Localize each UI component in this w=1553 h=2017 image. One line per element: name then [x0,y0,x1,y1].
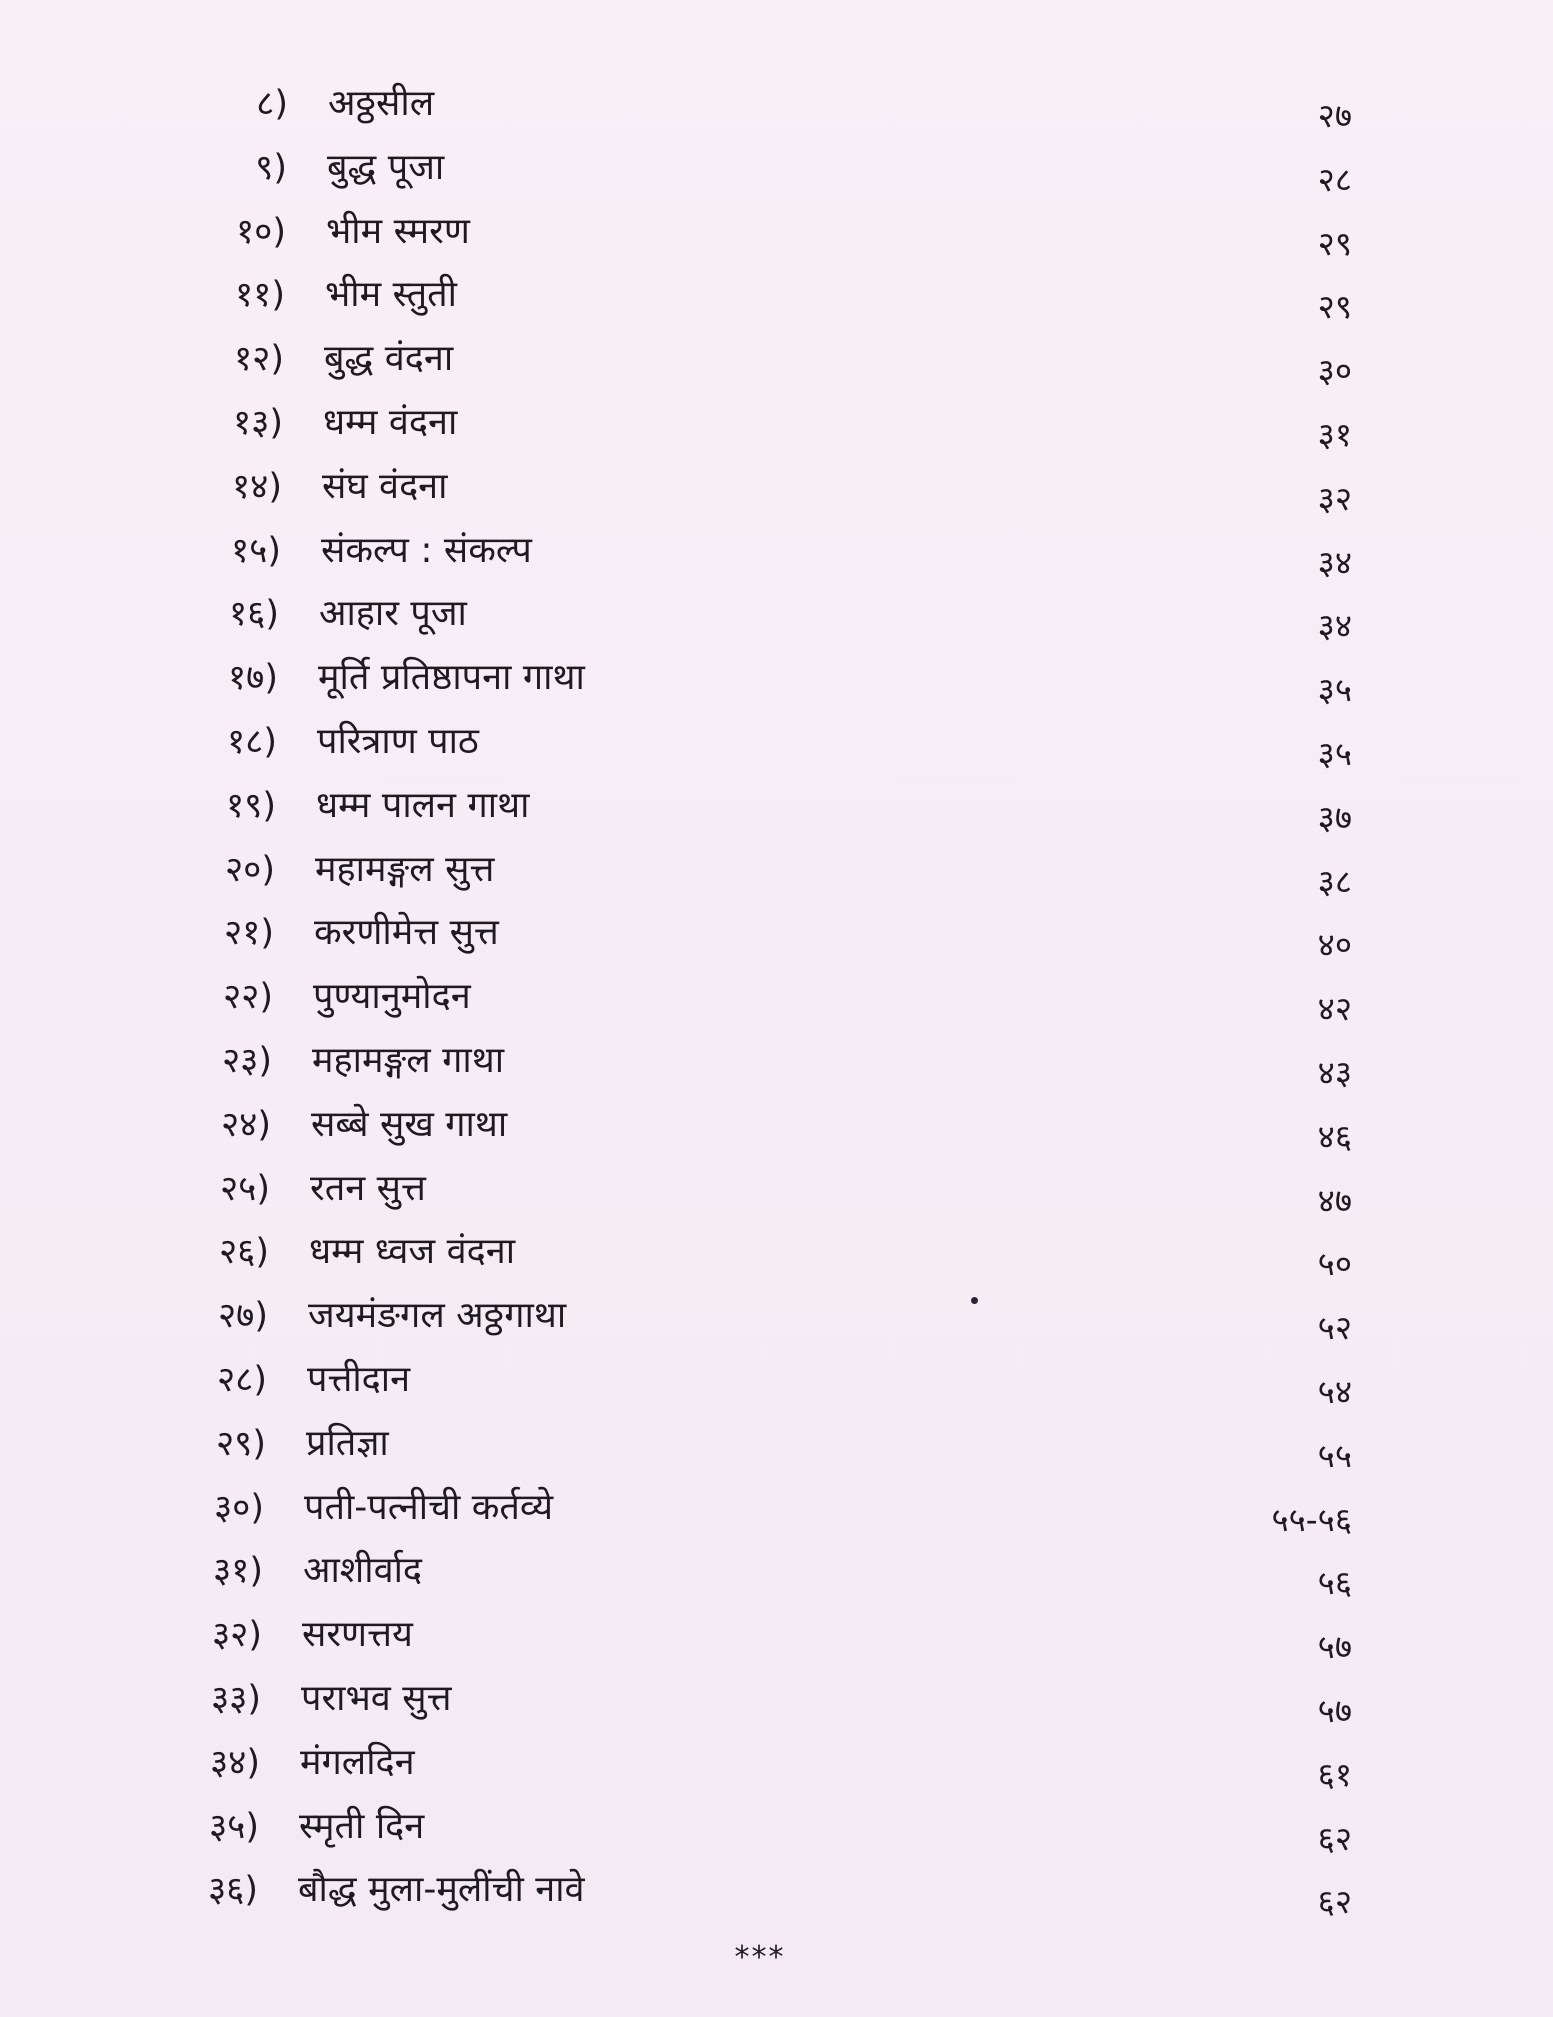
entry-number: १६) [228,594,279,635]
entry-page-number: ६२ [1317,1818,1352,1858]
toc-entry [0,1737,1553,1801]
entry-page-number: २८ [1317,159,1352,199]
entry-page-number: ५६ [1317,1563,1352,1603]
entry-page-number: ३० [1317,351,1352,391]
entry-number: ९) [255,147,287,188]
entry-page-number: ६२ [1317,1882,1352,1922]
entry-number: ३५) [208,1806,259,1847]
toc-entry [0,397,1553,461]
toc-entry [0,525,1553,589]
entry-page-number: ४६ [1317,1116,1352,1156]
toc-entry [0,907,1553,971]
toc-entry [0,588,1553,652]
entry-number: ३१) [212,1551,263,1592]
entry-page-number: २९ [1317,223,1352,263]
entry-number: १४) [231,466,282,507]
entry-number: २८) [216,1359,267,1400]
entry-number: ३०) [213,1487,264,1528]
ink-dot [971,1297,978,1304]
footer-asterisks: *** [734,1940,786,1975]
entry-page-number: ३४ [1317,606,1352,646]
entry-number: १९) [225,785,276,826]
entry-title: महामङ्गल सुत्त [315,848,495,890]
toc-entry [0,1609,1553,1673]
entry-page-number: ५५ [1317,1435,1352,1475]
entry-title: प्रतिज्ञा [306,1422,389,1464]
entry-title: सब्बे सुख गाथा [311,1103,508,1145]
entry-page-number: २९ [1317,287,1352,327]
entry-title: पती-पत्नीची कर्तव्ये [304,1486,554,1528]
entry-page-number: ५२ [1317,1308,1352,1348]
entry-page-number: ४३ [1317,1052,1352,1092]
toc-entry [0,1226,1553,1290]
toc-entry [0,1099,1553,1163]
entry-number: १२) [233,339,284,380]
entry-title: पत्तीदान [307,1358,411,1400]
toc-entry [0,142,1553,206]
entry-page-number: ३५ [1317,733,1352,773]
entry-number: २२) [222,977,273,1018]
entry-number: १८) [226,721,277,762]
entry-title: जयमंङगल अठ्ठगाथा [308,1295,567,1337]
entry-title: धम्म वंदना [323,401,458,443]
entry-number: २३) [221,1040,272,1081]
toc-entry [0,716,1553,780]
entry-number: ३४) [209,1742,260,1783]
toc-entry [0,461,1553,525]
toc-entry [0,1290,1553,1354]
entry-title: संकल्प : संकल्प [321,529,532,571]
toc-entry [0,1418,1553,1482]
entry-title: मूर्ति प्रतिष्ठापना गाथा [318,657,585,699]
entry-title: अठ्ठसील [328,83,435,124]
entry-page-number: ४२ [1317,989,1352,1029]
entry-number: २१) [223,913,274,954]
entry-title: पुण्यानुमोदन [313,976,471,1018]
toc-entry [0,1545,1553,1609]
toc-entry [0,333,1553,397]
entry-title: बुद्ध वंदना [324,338,454,380]
entry-number: २७) [217,1296,268,1337]
entry-number: १३) [232,402,283,443]
entry-title: सरणत्तय [302,1614,413,1656]
entry-number: २०) [224,849,275,890]
entry-page-number: ३८ [1317,861,1352,901]
entry-page-number: ४० [1317,925,1352,965]
entry-page-number: २७ [1317,96,1352,135]
entry-number: ८) [256,84,288,124]
entry-number: १०) [235,211,286,252]
entry-title: बुद्ध पूजा [327,146,445,188]
toc-entry [0,652,1553,716]
table-of-contents [0,78,1553,1928]
toc-entry [0,1163,1553,1227]
entry-title: आहार पूजा [319,593,467,635]
entry-page-number: ५५-५६ [1271,1499,1352,1539]
entry-number: ३६) [207,1870,258,1911]
entry-title: भीम स्तुती [325,274,457,316]
entry-page-number: ३५ [1317,670,1352,710]
toc-entry [0,1354,1553,1418]
entry-title: स्मृती दिन [299,1805,425,1847]
entry-title: भीम स्मरण [326,210,470,252]
toc-entry [0,1482,1553,1546]
toc-entry [0,971,1553,1035]
entry-title: रतन सुत्त [310,1167,426,1209]
entry-number: ३३) [210,1678,261,1719]
entry-page-number: ३२ [1317,478,1352,518]
entry-page-number: ३७ [1317,797,1352,837]
entry-title: पराभव सुत्त [301,1677,452,1719]
toc-entry [0,78,1553,142]
toc-entry [0,1035,1553,1099]
entry-page-number: ३४ [1317,542,1352,582]
toc-entry [0,269,1553,333]
toc-entry [0,206,1553,270]
entry-title: बौद्ध मुला-मुलींची नावे [298,1869,585,1911]
entry-number: २४) [220,1104,271,1145]
toc-entry [0,844,1553,908]
entry-number: ११) [234,275,285,316]
entry-page-number: ४७ [1317,1180,1352,1220]
entry-title: मंगलदिन [300,1741,415,1783]
entry-number: १५) [230,530,281,571]
entry-page-number: ३१ [1317,414,1352,454]
toc-entry [0,1673,1553,1737]
toc-entry [0,1801,1553,1865]
entry-number: २६) [218,1232,269,1273]
entry-title: परित्राण पाठ [317,720,479,762]
entry-number: २९) [215,1423,266,1464]
entry-title: आशीर्वाद [303,1550,423,1592]
entry-title: महामङ्गल गाथा [312,1039,505,1081]
entry-number: १७) [227,658,278,699]
entry-title: करणीमेत्त सुत्त [314,912,499,954]
entry-number: २५) [219,1168,270,1209]
toc-entry [0,780,1553,844]
entry-number: ३२) [211,1615,262,1656]
toc-entry [0,1864,1553,1928]
entry-title: धम्म ध्वज वंदना [309,1231,516,1273]
entry-page-number: ५७ [1317,1690,1352,1730]
entry-page-number: ५७ [1317,1627,1352,1667]
entry-page-number: ६१ [1317,1754,1352,1794]
entry-title: संघ वंदना [322,465,448,507]
entry-page-number: ५० [1317,1244,1352,1284]
entry-title: धम्म पालन गाथा [316,784,530,826]
entry-page-number: ५४ [1317,1371,1352,1411]
